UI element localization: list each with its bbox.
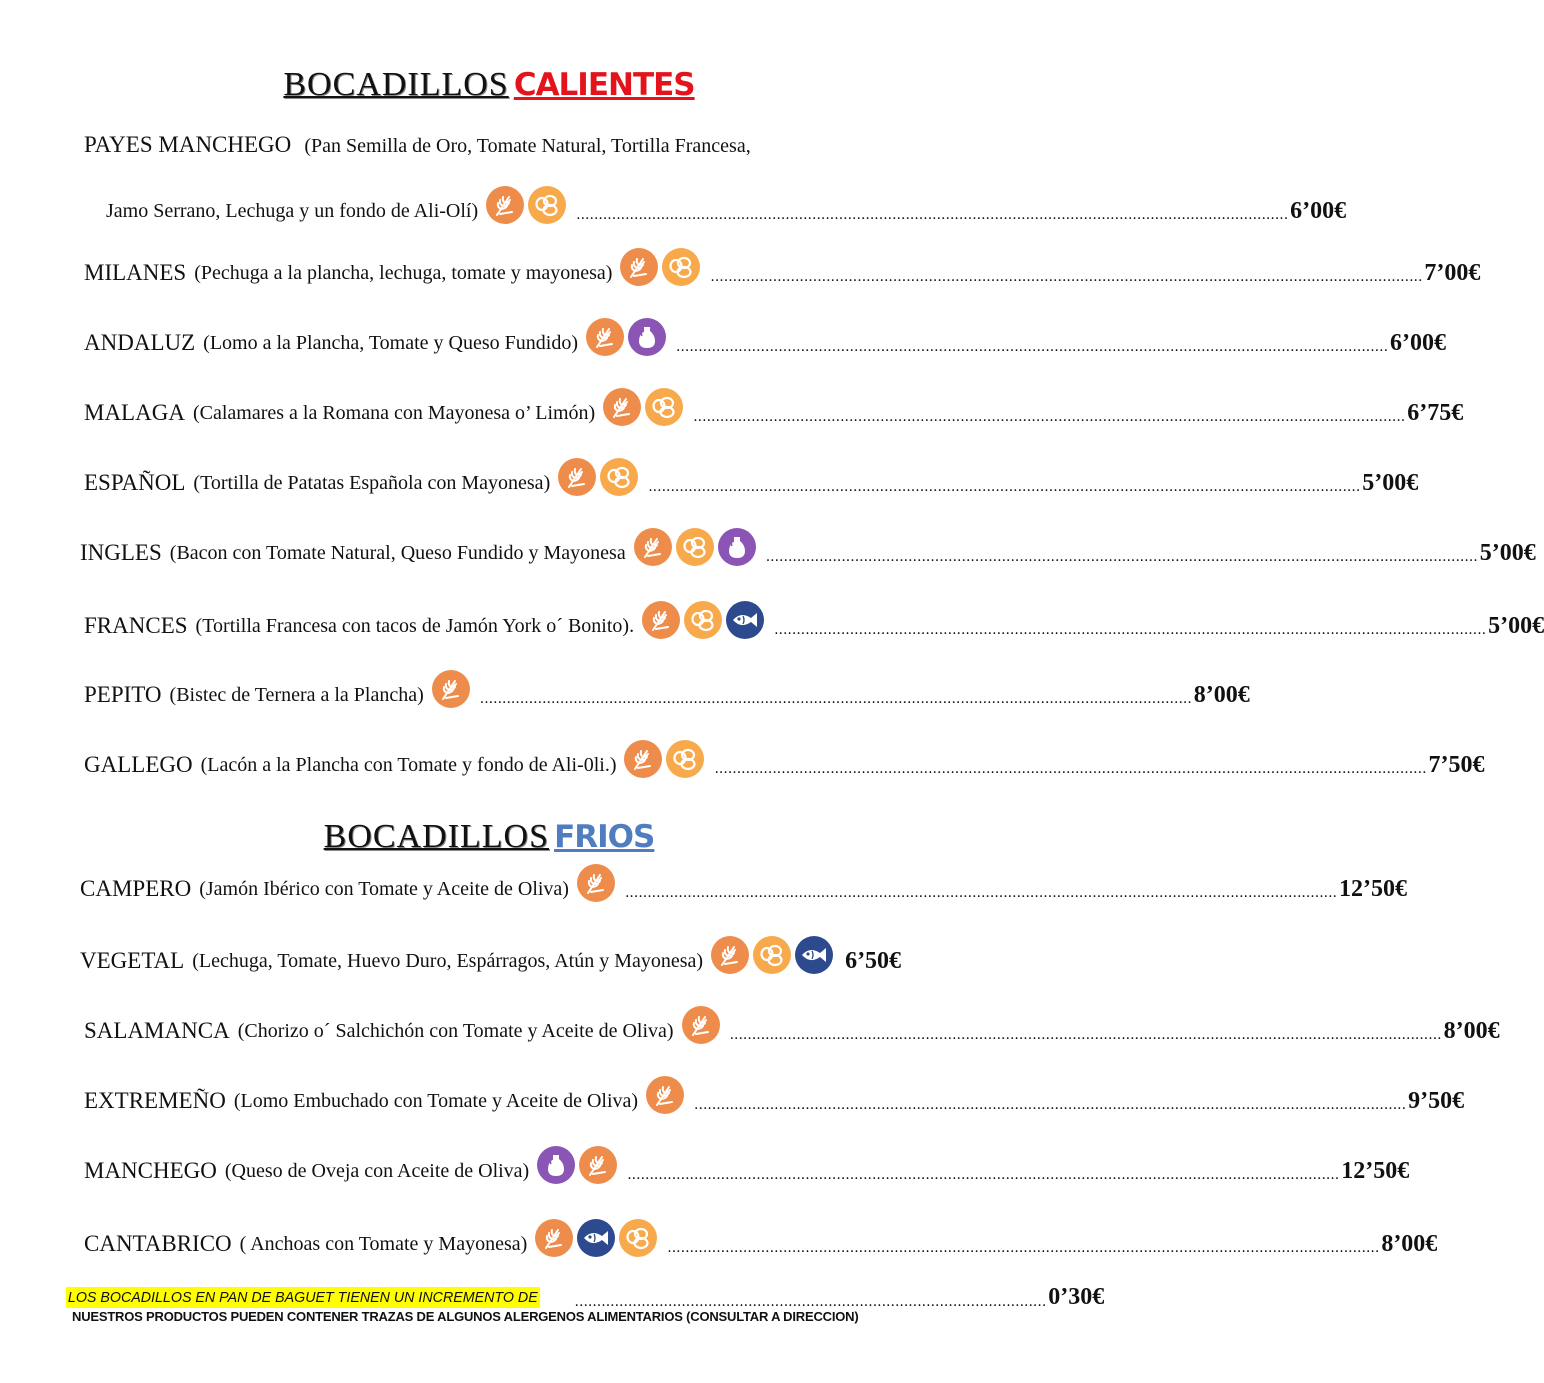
gluten-allergen-icon	[624, 740, 662, 778]
leader-dots: ................................................................................................................................................................	[675, 339, 1389, 355]
milk-allergen-icon	[718, 528, 756, 566]
item-desc: ( Anchoas con Tomate y Mayonesa)	[239, 1232, 528, 1255]
fish-allergen-icon	[795, 936, 833, 974]
item-desc: (Bacon con Tomate Natural, Queso Fundido y Mayonesa	[169, 541, 626, 564]
menu-item	[84, 391, 1464, 435]
gluten-allergen-icon	[586, 318, 624, 356]
item-price: 5’00€	[1479, 539, 1536, 566]
egg-allergen-icon	[666, 740, 704, 778]
item-name: FRANCES	[84, 613, 188, 638]
gluten-allergen-icon	[579, 1146, 617, 1184]
item-name: GALLEGO	[84, 752, 193, 777]
item-desc: (Jamón Ibérico con Tomate y Aceite de Oliva)	[199, 877, 569, 900]
leader-dots: ..........................................................................................................	[574, 1293, 1047, 1310]
allergen-icons	[432, 676, 470, 714]
item-price: 8’00€	[1443, 1017, 1500, 1044]
gluten-allergen-icon	[646, 1076, 684, 1114]
gluten-allergen-icon	[577, 864, 615, 902]
title-part1: BOCADILLOS	[323, 818, 549, 855]
menu-item	[84, 1222, 1438, 1266]
item-name: ANDALUZ	[84, 330, 196, 355]
fish-allergen-icon	[726, 601, 764, 639]
menu-item	[84, 604, 1544, 648]
item-price: 12’50€	[1339, 875, 1407, 902]
allergen-icons	[577, 870, 615, 908]
item-desc: (Tortilla de Patatas Española con Mayonesa)	[193, 471, 551, 494]
gluten-allergen-icon	[682, 1006, 720, 1044]
gluten-allergen-icon	[535, 1219, 573, 1257]
allergen-icons	[558, 464, 638, 502]
menu-item	[80, 531, 1536, 575]
gluten-allergen-icon	[634, 528, 672, 566]
item-price: 9’50€	[1408, 1087, 1465, 1114]
allergen-icons	[711, 942, 833, 980]
item-name: MANCHEGO	[84, 1158, 217, 1183]
gluten-allergen-icon	[486, 186, 524, 224]
menu-item	[84, 1079, 1465, 1123]
leader-dots: ................................................................................................................................................................	[729, 1027, 1442, 1043]
gluten-allergen-icon	[432, 670, 470, 708]
item-name: PAYES MANCHEGO	[84, 132, 292, 157]
leader-dots: ................................................................................................................................................................	[765, 549, 1478, 565]
item-name: PEPITO	[84, 682, 162, 707]
allergen-icons	[537, 1152, 617, 1190]
item-price: 5’00€	[1362, 469, 1419, 496]
title-part1: BOCADILLOS	[283, 66, 509, 103]
item-price: 6’00€	[1390, 329, 1447, 356]
item-desc: Jamo Serrano, Lechuga y un fondo de Ali-Olí)	[106, 199, 479, 222]
allergen-icons	[620, 254, 700, 292]
gluten-allergen-icon	[642, 601, 680, 639]
leader-dots: ................................................................................................................................................................	[648, 479, 1361, 495]
menu-item	[80, 939, 900, 983]
item-price: 6’75€	[1407, 399, 1464, 426]
egg-allergen-icon	[662, 248, 700, 286]
egg-allergen-icon	[676, 528, 714, 566]
menu-item	[84, 673, 1250, 717]
leader-dots: ................................................................................................................................................................	[479, 691, 1192, 707]
allergen-icons	[603, 394, 683, 432]
gluten-allergen-icon	[711, 936, 749, 974]
leader-dots: ................................................................................................................................................................	[714, 761, 1427, 777]
item-desc: (Queso de Oveja con Aceite de Oliva)	[224, 1159, 530, 1182]
menu-item	[84, 321, 1447, 365]
egg-allergen-icon	[600, 458, 638, 496]
menu-item	[84, 461, 1419, 505]
title-part2: CALIENTES	[513, 67, 695, 103]
menu-item	[80, 867, 1407, 911]
item-price: 8’00€	[1381, 1230, 1438, 1257]
item-desc: (Lomo a la Plancha, Tomate y Queso Fundido)	[203, 331, 578, 354]
baguette-price: 0’30€	[1048, 1284, 1105, 1310]
allergen-icons	[586, 324, 666, 362]
egg-allergen-icon	[645, 388, 683, 426]
item-desc: (Chorizo o´ Salchichón con Tomate y Aceite de Oliva)	[237, 1019, 674, 1042]
item-desc: (Pechuga a la plancha, lechuga, tomate y mayonesa)	[194, 261, 613, 284]
fish-allergen-icon	[577, 1219, 615, 1257]
leader-dots: ................................................................................................................................................................	[627, 1167, 1340, 1183]
item-price: 7’00€	[1424, 259, 1481, 286]
allergen-icons	[624, 746, 704, 784]
allergen-icons	[682, 1012, 720, 1050]
egg-allergen-icon	[528, 186, 566, 224]
milk-allergen-icon	[628, 318, 666, 356]
menu-item	[106, 189, 1347, 233]
gluten-allergen-icon	[620, 248, 658, 286]
allergen-icons	[634, 534, 756, 572]
item-price: 12’50€	[1341, 1157, 1410, 1184]
hot-section-title	[0, 66, 978, 104]
item-desc: (Tortilla Francesa con tacos de Jamón York o´ Bonito).	[195, 614, 635, 637]
item-name: MILANES	[84, 260, 187, 285]
item-desc: (Lechuga, Tomate, Huevo Duro, Espárragos, Atún y Mayonesa)	[192, 949, 704, 972]
menu-item	[84, 251, 1481, 295]
allergen-icons	[535, 1225, 657, 1263]
item-price: 6’50€	[845, 947, 902, 974]
allergen-icons	[646, 1082, 684, 1120]
item-desc: (Lacón a la Plancha con Tomate y fondo de Ali-0li.)	[200, 753, 617, 776]
allergen-icons	[642, 607, 764, 645]
menu-item	[84, 743, 1485, 787]
leader-dots: ................................................................................................................................................................	[576, 207, 1289, 223]
cold-section-title	[0, 818, 978, 856]
menu-item	[84, 1149, 1410, 1193]
baguette-note	[66, 1284, 1105, 1311]
gluten-allergen-icon	[558, 458, 596, 496]
leader-dots: ................................................................................................................................................................	[694, 1097, 1407, 1113]
item-name: VEGETAL	[80, 948, 185, 973]
title-part2: FRIOS	[554, 819, 655, 855]
item-desc: (Lomo Embuchado con Tomate y Aceite de Oliva)	[233, 1089, 639, 1112]
item-price: 5’00€	[1488, 612, 1544, 639]
leader-dots: ................................................................................................................................................................	[624, 885, 1337, 901]
item-desc: (Pan Semilla de Oro, Tomate Natural, Tortilla Francesa,	[304, 135, 751, 157]
egg-allergen-icon	[619, 1219, 657, 1257]
item-desc: (Bistec de Ternera a la Plancha)	[169, 683, 424, 706]
item-name: CANTABRICO	[84, 1231, 232, 1256]
gluten-allergen-icon	[603, 388, 641, 426]
leader-dots: ................................................................................................................................................................	[774, 622, 1487, 638]
baguette-note-text: LOS BOCADILLOS EN PAN DE BAGUET TIENEN UN INCREMENTO DE	[67, 1289, 538, 1306]
allergen-notice: NUESTROS PRODUCTOS PUEDEN CONTENER TRAZAS DE ALGUNOS ALERGENOS ALIMENTARIOS (CONSULTAR A DIRECCION)	[72, 1309, 859, 1324]
egg-allergen-icon	[684, 601, 722, 639]
item-price: 8’00€	[1193, 681, 1250, 708]
item-name: SALAMANCA	[84, 1018, 230, 1043]
leader-dots: ................................................................................................................................................................	[667, 1240, 1380, 1256]
item-name: MALAGA	[84, 400, 185, 425]
egg-allergen-icon	[753, 936, 791, 974]
item-name: EXTREMEÑO	[84, 1088, 226, 1113]
item-name: CAMPERO	[80, 876, 192, 901]
milk-allergen-icon	[537, 1146, 575, 1184]
item-name: ESPAÑOL	[84, 470, 186, 495]
item-name: INGLES	[80, 540, 162, 565]
leader-dots: ................................................................................................................................................................	[693, 409, 1406, 425]
payes-desc-line1	[84, 132, 751, 158]
item-price: 6’00€	[1290, 197, 1347, 224]
menu-item	[84, 1009, 1500, 1053]
item-price: 7’50€	[1428, 751, 1485, 778]
leader-dots: ................................................................................................................................................................	[710, 269, 1423, 285]
allergen-icons	[486, 192, 566, 230]
item-desc: (Calamares a la Romana con Mayonesa o’ Limón)	[192, 401, 596, 424]
